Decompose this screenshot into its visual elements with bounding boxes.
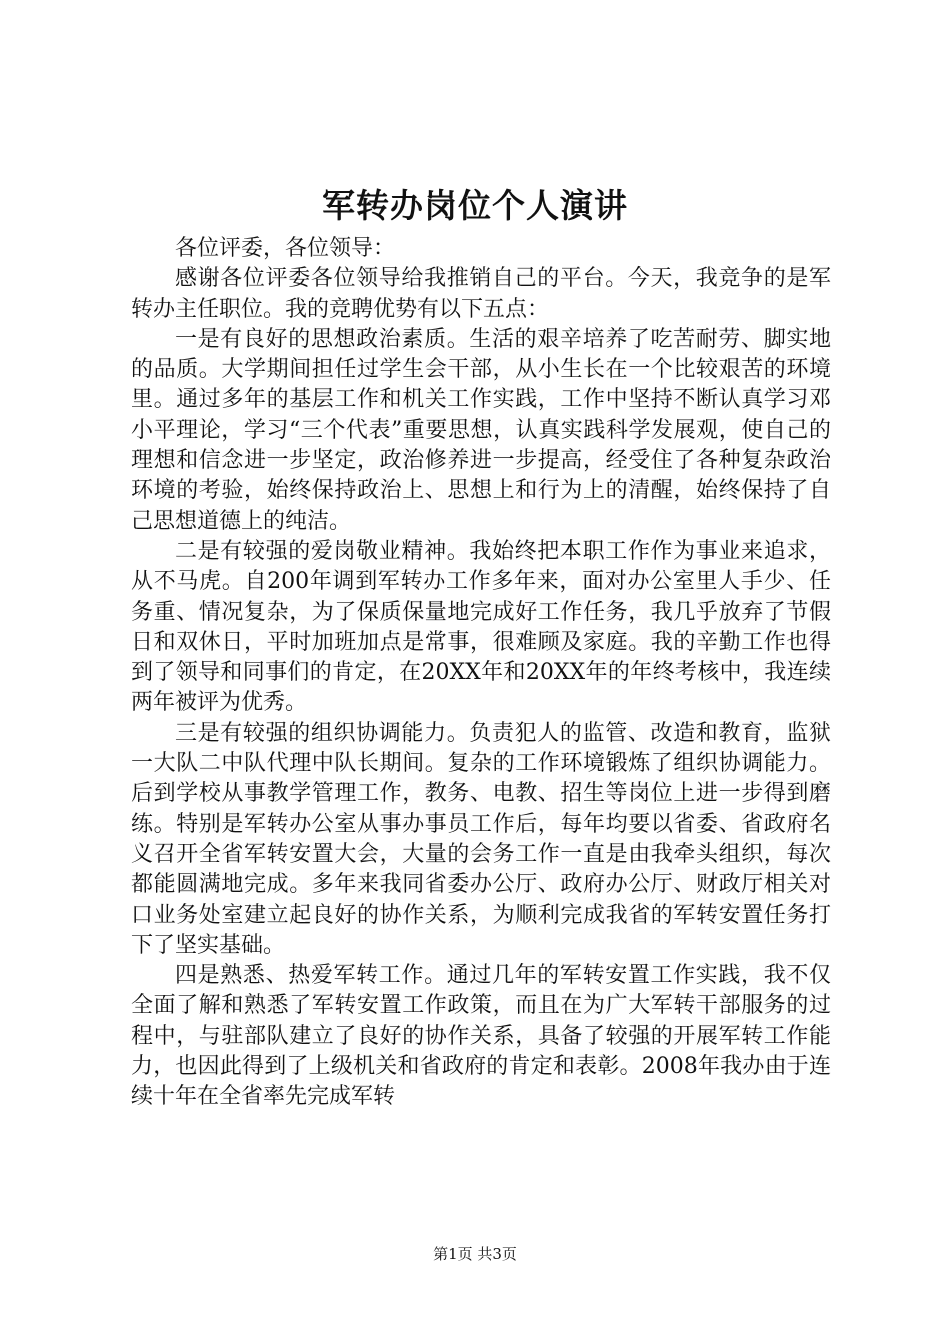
salutation: 各位评委，各位领导：: [175, 236, 396, 261]
paragraph-point-2: 二是有较强的爱岗敬业精神。我始终把本职工作作为事业来追求，从不马虎。自200年调到军转办工作多年来，面对办公室里人手少、任务重、情况复杂，为了保质保量地完成好工作任务，我几乎放弃了节假日和双休日，平时加班加点是常事，很难顾及家庭。我的辛勤工作也得到了领导和同事们的肯定，在20XX年和20XX年的年终考核中，我连续两年被评为优秀。: [131, 538, 831, 716]
document-body: [131, 234, 831, 1113]
paragraph-point-3: 三是有较强的组织协调能力。负责犯人的监管、改造和教育，监狱一大队二中队代理中队长期间。复杂的工作环境锻炼了组织协调能力。后到学校从事教学管理工作，教务、电教、招生等岗位上进一步得到磨练。特别是军转办公室从事办事员工作后，每年均要以省委、省政府名义召开全省军转安置大会，大量的会务工作一直是由我牵头组织，每次都能圆满地完成。多年来我同省委办公厅、政府办公厅、财政厅相关对口业务处室建立起良好的协作关系，为顺利完成我省的军转安置任务打下了坚实基础。: [131, 720, 831, 958]
page-footer: 第1页 共3页: [433, 1245, 517, 1263]
paragraph-intro: 感谢各位评委各位领导给我推销自己的平台。今天，我竞争的是军转办主任职位。我的竞聘优势有以下五点：: [131, 266, 831, 322]
paragraph-point-1: 一是有良好的思想政治素质。生活的艰辛培养了吃苦耐劳、脚实地的品质。大学期间担任过学生会干部，从小生长在一个比较艰苦的环境里。通过多年的基层工作和机关工作实践，工作中坚持不断认真学习邓小平理论，学习“三个代表”重要思想，认真实践科学发展观，使自己的理想和信念进一步坚定，政治修养进一步提高，经受住了各种复杂政治环境的考验，始终保持政治上、思想上和行为上的清醒，始终保持了自己思想道德上的纯洁。: [131, 326, 831, 534]
document-title: 军转办岗位个人演讲: [322, 186, 628, 225]
paragraph-point-4: 四是熟悉、热爱军转工作。通过几年的军转安置工作实践，我不仅全面了解和熟悉了军转安置工作政策，而且在为广大军转干部服务的过程中，与驻部队建立了良好的协作关系，具备了较强的开展军转工作能力，也因此得到了上级机关和省政府的肯定和表彰。2008年我办由于连续十年在全省率先完成军转: [131, 963, 831, 1110]
